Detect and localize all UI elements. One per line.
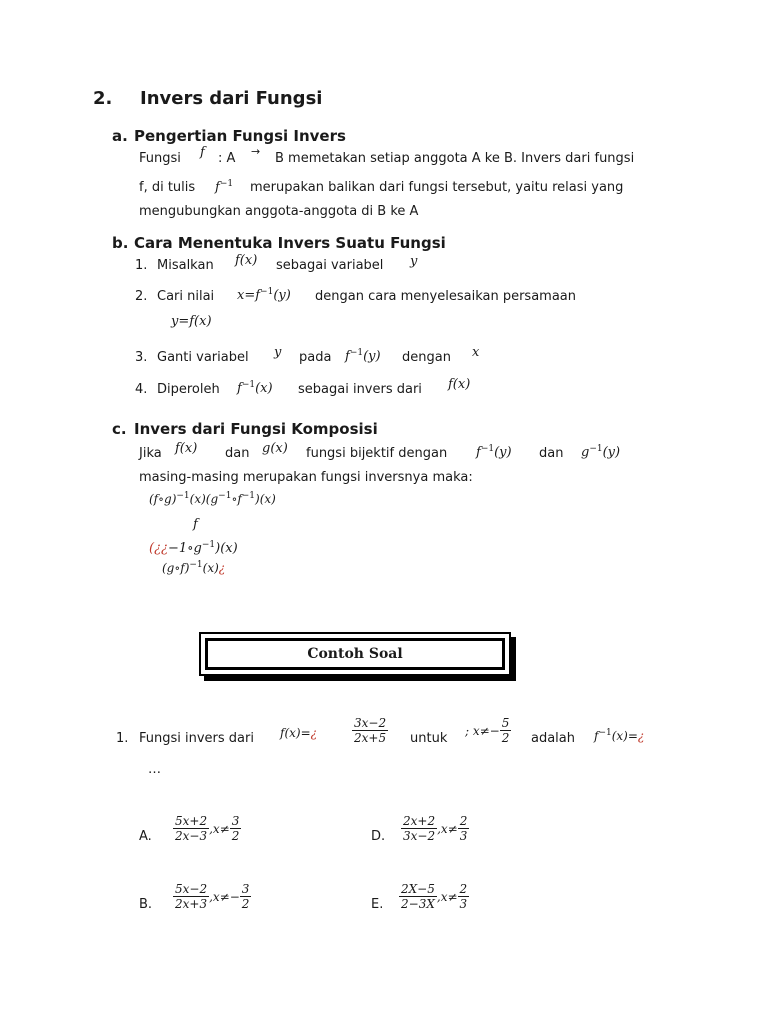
option-d: [401, 814, 469, 843]
section-number: 2.: [93, 88, 113, 109]
c-dan2: dan: [539, 446, 564, 461]
b-step2-eq2: y=f(x): [171, 314, 212, 329]
subsection-b-heading: Cara Menentuka Invers Suatu Fungsi: [134, 234, 446, 252]
b-step3-text3: dengan: [402, 350, 451, 365]
subsection-c-heading: Invers dari Fungsi Komposisi: [134, 420, 378, 438]
problem-number: 1.: [116, 731, 129, 746]
b-step3-text2: pada: [299, 350, 332, 365]
option-b-label: B.: [139, 897, 153, 912]
b-step3-x: x: [472, 345, 480, 360]
problem-text: Fungsi invers dari: [139, 731, 254, 746]
option-a-condition: ,x≠: [209, 821, 230, 836]
b-step2-text: Cari nilai: [157, 289, 215, 304]
option-d-label: D.: [371, 829, 386, 844]
b-step2-eq: $x=f^{-1}(y)$: [237, 287, 291, 303]
option-b-denominator: 2x+3: [175, 897, 208, 911]
b-step1-number: 1.: [135, 258, 148, 273]
option-e-condition: ,x≠: [436, 889, 458, 904]
option-a: [173, 814, 241, 843]
c-equation1: $(f\circ g)^{-1}(x)(g^{-1}\circ f^{-1})(x)$: [149, 491, 276, 506]
b-step4-number: 4.: [135, 382, 148, 397]
option-e-label: E.: [371, 897, 384, 912]
problem-condition-prefix: ; x≠−: [465, 723, 500, 738]
a-line3: mengubungkan anggota-anggota di B ke A: [139, 204, 419, 219]
problem-finv: $f^{-1}(x)=¿$: [594, 728, 645, 743]
option-a-denominator: 2x−3: [175, 829, 208, 843]
b-step4-finv: $f^{-1}(x)$: [237, 380, 273, 396]
problem-fx: f(x)=¿: [280, 726, 318, 740]
b-step3-text: Ganti variabel: [157, 350, 249, 365]
c-equation2: $(¿¿-1\circ g^{-1})(x)$: [149, 540, 238, 556]
option-e-cond-numerator: 2: [459, 882, 468, 896]
c-gx: g(x): [262, 441, 288, 456]
b-step1-text: Misalkan: [157, 258, 214, 273]
a-line2-rest: merupakan balikan dari fungsi tersebut, yaitu relasi yang: [250, 180, 624, 195]
b-step1-text2: sebagai variabel: [276, 258, 384, 273]
problem-untuk: untuk: [410, 731, 448, 746]
c-finv: $f^{-1}(y)$: [476, 444, 512, 460]
b-step4-fx: f(x): [448, 377, 471, 392]
option-b-cond-denominator: 2: [241, 897, 250, 911]
problem-fraction: [352, 716, 388, 745]
b-step2-text2: dengan cara menyelesaikan persamaan: [315, 289, 576, 304]
option-b-condition: ,x≠−: [209, 889, 240, 904]
b-step3-y: y: [274, 345, 282, 360]
option-d-cond-denominator: 3: [459, 829, 468, 843]
b-step1-y: y: [410, 254, 418, 269]
a-line1-rest: B memetakan setiap anggota A ke B. Invers dari fungsi: [275, 151, 635, 166]
option-e-denominator: 2−3X: [401, 897, 435, 911]
b-step4-text2: sebagai invers dari: [298, 382, 422, 397]
option-b-cond-numerator: 3: [241, 882, 250, 896]
option-a-numerator: 5x+2: [175, 814, 208, 828]
option-a-label: A.: [139, 829, 152, 844]
c-text2: masing-masing merupakan fungsi inversnya maka:: [139, 470, 473, 485]
option-d-condition: ,x≠: [437, 821, 458, 836]
c-dan1: dan: [225, 446, 250, 461]
option-d-denominator: 3x−2: [403, 829, 436, 843]
subsection-b-letter: b.: [112, 234, 129, 252]
problem-condition-numerator: 5: [501, 716, 510, 730]
problem-ellipsis: …: [148, 762, 161, 777]
b-step4-text: Diperoleh: [157, 382, 220, 397]
problem-fraction-numerator: 3x−2: [354, 716, 387, 730]
problem-condition-denominator: 2: [501, 731, 510, 745]
a-line1-a: : A: [218, 151, 236, 166]
problem-condition: [465, 716, 511, 745]
a-line2-start: f, di tulis: [139, 180, 196, 195]
c-jika: Jika: [139, 446, 162, 461]
option-e: [399, 882, 469, 911]
b-step3-number: 3.: [135, 350, 148, 365]
a-line1-fungsi: Fungsi: [139, 151, 181, 166]
b-step1-fx: f(x): [235, 253, 258, 268]
c-equation2-f: f: [193, 517, 198, 532]
problem-fraction-denominator: 2x+5: [354, 731, 387, 745]
option-b: [173, 882, 251, 911]
b-step2-number: 2.: [135, 289, 148, 304]
subsection-a-letter: a.: [112, 127, 128, 145]
c-ginv: $g^{-1}(y)$: [581, 444, 621, 460]
option-e-cond-denominator: 3: [459, 897, 468, 911]
option-a-cond-numerator: 3: [231, 814, 240, 828]
option-a-cond-denominator: 2: [231, 829, 240, 843]
subsection-c-letter: c.: [112, 420, 127, 438]
problem-adalah: adalah: [531, 731, 576, 746]
option-e-numerator: 2X−5: [401, 882, 435, 896]
b-step3-finv: $f^{-1}(y)$: [345, 348, 381, 364]
example-box: [199, 632, 511, 676]
section-title: Invers dari Fungsi: [140, 88, 323, 109]
option-b-numerator: 5x−2: [175, 882, 208, 896]
a-line1-f: f: [200, 145, 205, 160]
option-d-numerator: 2x+2: [403, 814, 436, 828]
c-fx: f(x): [175, 441, 198, 456]
a-line2-finv: $f^{-1}$: [215, 179, 234, 195]
c-text1: fungsi bijektif dengan: [306, 446, 448, 461]
example-box-title: Contoh Soal: [205, 638, 505, 670]
c-equation3: (g∘f)$^{-1}$(x)¿: [162, 560, 226, 575]
option-d-cond-numerator: 2: [459, 814, 468, 828]
arrow-icon: →: [251, 145, 261, 158]
subsection-a-heading: Pengertian Fungsi Invers: [134, 127, 346, 145]
